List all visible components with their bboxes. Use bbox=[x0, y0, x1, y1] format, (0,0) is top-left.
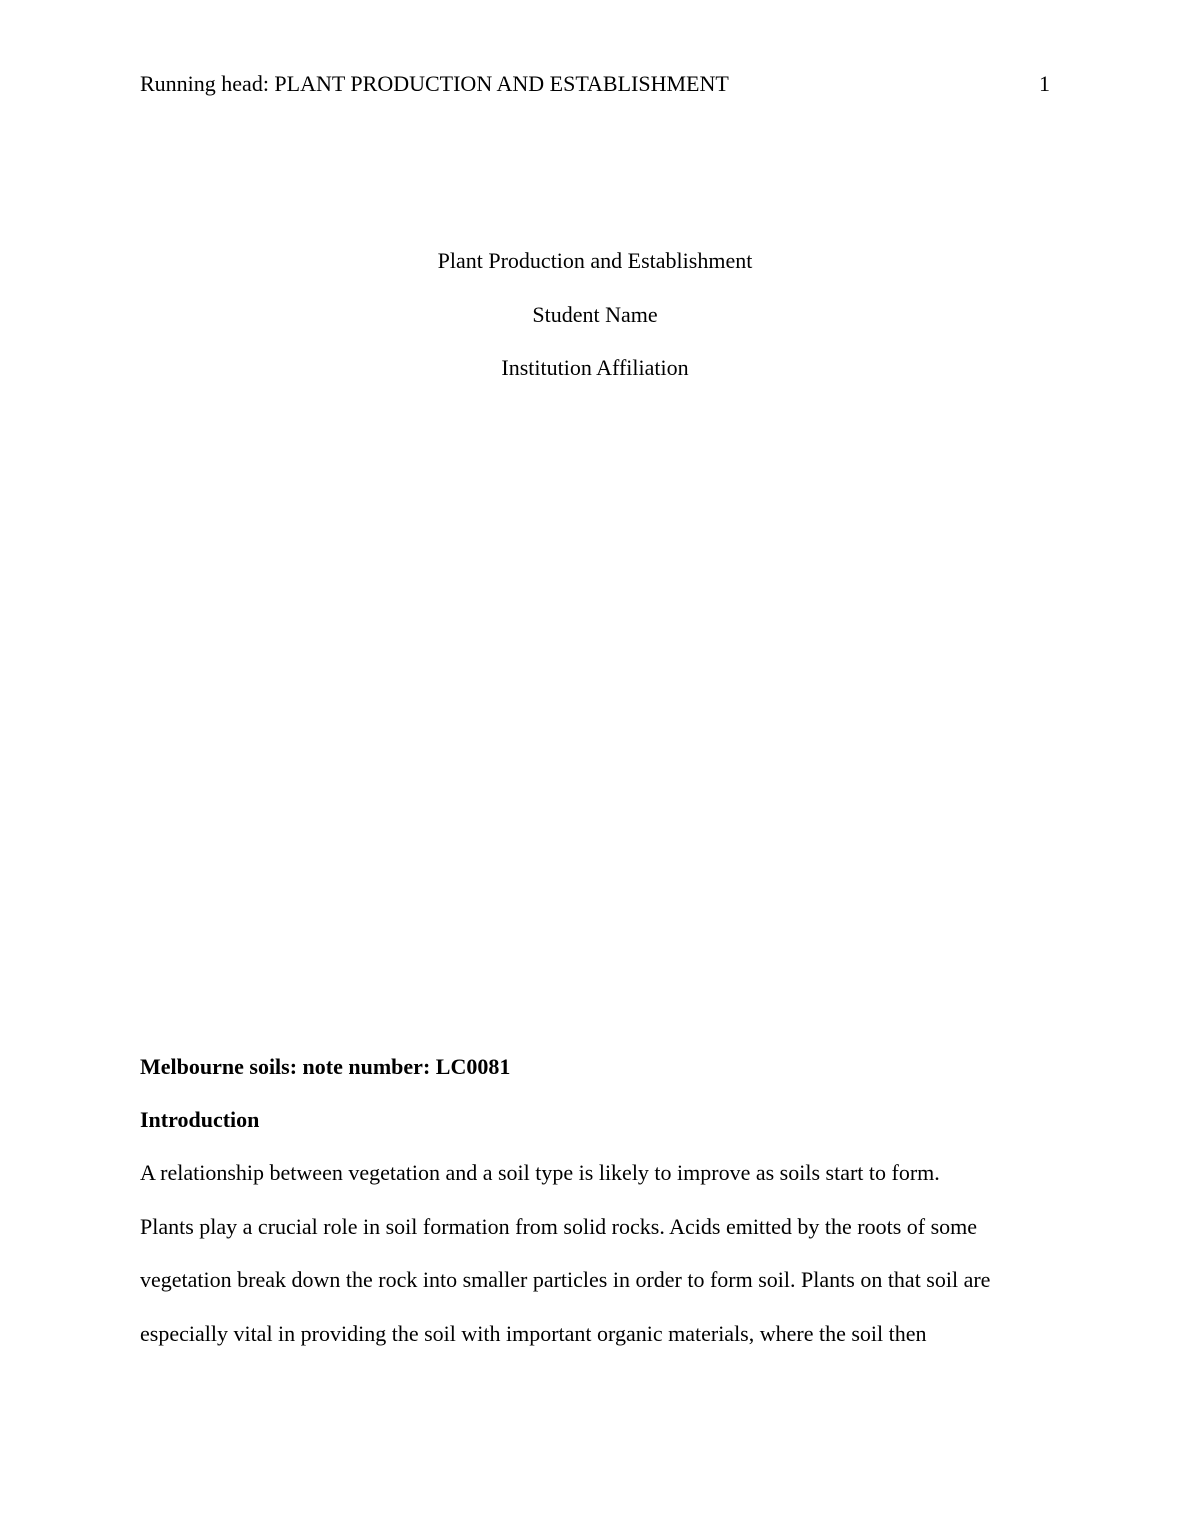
title-block bbox=[0, 247, 1190, 408]
student-name: Student Name bbox=[532, 301, 658, 327]
section-heading: Melbourne soils: note number: LC0081 bbox=[140, 1054, 511, 1079]
institution-affiliation: Institution Affiliation bbox=[501, 355, 689, 380]
page-number: 1 bbox=[1039, 71, 1050, 96]
running-head: Running head: PLANT PRODUCTION AND ESTABLISHMENT bbox=[140, 71, 729, 96]
introduction-heading: Introduction bbox=[140, 1107, 260, 1132]
paragraph-line: Plants play a crucial role in soil formation from solid rocks. Acids emitted by the roots of some bbox=[140, 1213, 978, 1239]
paragraph-line: vegetation break down the rock into smaller particles in order to form soil. Plants on that soil are bbox=[140, 1267, 991, 1292]
paragraph-line: especially vital in providing the soil with important organic materials, where the soil then bbox=[140, 1320, 927, 1346]
paragraph-line: A relationship between vegetation and a soil type is likely to improve as soils start to form. bbox=[140, 1160, 940, 1185]
body-text bbox=[140, 1053, 1055, 1373]
paper-title: Plant Production and Establishment bbox=[437, 248, 753, 273]
